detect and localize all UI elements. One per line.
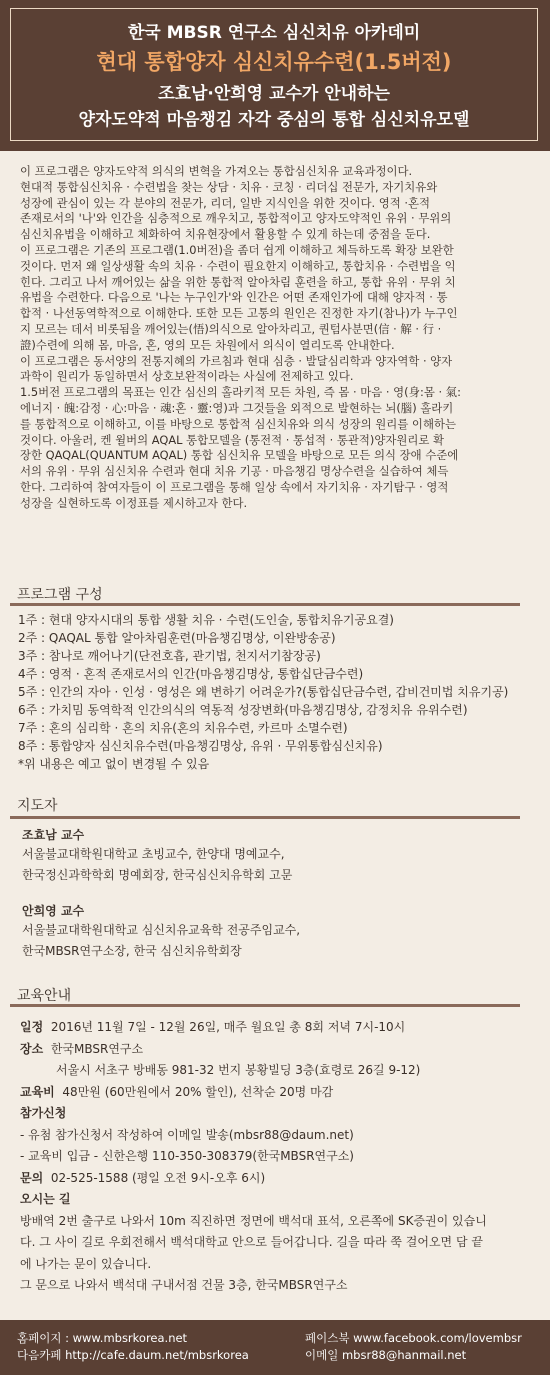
directions-line: 방배역 2번 출구로 나와서 10m 직진하면 정면에 백석대 표석, 오른쪽에 SK증권이 있습니 — [20, 1213, 487, 1228]
schedule-row — [20, 1017, 520, 1039]
section-divider — [10, 816, 520, 819]
facebook-link[interactable]: 페이스북 www.facebook.com/lovembsr — [305, 1331, 522, 1345]
directions-line: 다. 그 사이 길로 우회전해서 백석대학교 안으로 들어갑니다. 길을 따라 쭉 걸어오면 담 끝 — [20, 1235, 483, 1249]
intro-text: 이 프로그램은 양자도약적 의식의 변혁을 가져오는 통합심신치유 교육과정이다. 현대적 통합심신치유 · 수련법을 찾는 상담 · 치유 · 코칭 · 리더십 전문가, 자기치유와 성장에 관심이 있는 각 분야의 전문가, 리더, 일반 지식인을 위한 것이다. 영적 ·혼적 존재로서의 '나'와 인간을 심층적으로 깨우치고, 통합적이고 양자도약적인 유위 · 무위의 심신치유법을 이해하고 체화하여 치유현장에서 활용할 수 있게 하는데 중점을 둔다. 이 프로그램은 기존의 프로그램(1.0버전)을 좀더 쉽게 이해하고 체득하도록 확장 보완한 것이다. 먼저 왜 일상생활 속의 치유 · 수련이 필요한지 이해하고, 통합치유 · 수련법을 익 힌다. 그리고 나서 깨어있는 삶을 위한 통합적 알아차림 훈련을 하고, 통합 유위 · 무위 치 유법을 수련한다. 다음으로 '나는 누구인가'와 인간은 어떤 존재인가에 대해 양자적 · 통 합적 · 나선동역학적으로 이해한다. 또한 모든 고통의 원인은 진정한 자기(참나)가 누구인 지 모르는 데서 비롯됨을 깨어있는(悟)의식으로 알아차리고, 퀀텀사분면(信 · 解 · 行 · 證)수련에 의해 몸, 마음, 혼, 영의 모든 차원에서 의식이 열리도록 안내한다. 이 프로그램은 동서양의 전통지혜의 가르침과 현대 심층 · 발달심리학과 양자역학 · 양자 과학이 원리가 동일하면서 상호보완적이라는 사실에 전제하고 있다. 1.5버전 프로그램의 목표는 인간 심신의 홀라키적 모든 차원, 즉 몸 · 마음 · 영(身:몸 · 氣: 에너지 · 魄:감정 · 心:마음 · 魂:혼 · 靈:영)과 그것들을 외적으로 발현하는 뇌(腦) 홀라키 를 통합적으로 이해하고, 이를 바탕으로 통합적 심신치유와 의식 성장의 원리를 이해하는 것이다. 아울러, 켄 윌버의 AQAL 통합모델을 (통전적 · 통섭적 · 통관적)양자원리로 확 장한 QAQAL(QUANTUM AQAL) 통합 심신치유 모델을 바탕으로 모든 의식 장애 수준에 서의 유위 · 무위 심신치유 수련과 현대 치유 기공 · 마음챙김 명상수련을 실습하여 체득 한다. 그리하여 참여자들이 이 프로그램을 통해 일상 속에서 자기치유 · 자기탐구 · 영적 성장을 실현하도록 이정표를 제시하고자 한다. — [20, 164, 461, 510]
address: 서울시 서초구 방배동 981-32 번지 봉황빌딩 3층(효령로 26길 9-12) — [56, 1063, 421, 1077]
directions-line: 그 문으로 나와서 백석대 구내서점 건물 3층, 한국MBSR연구소 — [20, 1278, 348, 1292]
directions-line: 에 나가는 문이 있습니다. — [20, 1256, 152, 1271]
contact-row — [20, 1168, 520, 1190]
instructor-name: 안희영 교수 — [22, 904, 85, 918]
instructor-bio-line: 한국MBSR연구소장, 한국 심신치유학회장 — [22, 944, 242, 958]
footer — [0, 1320, 550, 1375]
directions-label: 오시는 길 — [20, 1192, 71, 1206]
week-item: 6주 : 가치밈 동역학적 인간의식의 역동적 성장변화(마음챙김명상, 감정치유 유위수련) — [18, 703, 468, 717]
week-item: 4주 : 영적 · 혼적 존재로서의 인간(마음챙김명상, 통합십단금수련) — [18, 667, 364, 681]
instructor-2 — [18, 902, 518, 962]
section-divider — [10, 603, 520, 606]
contact-value: 02-525-1588 (평일 오전 9시-오후 6시) — [50, 1170, 266, 1185]
fee-row — [20, 1082, 520, 1104]
program-week-list — [18, 611, 518, 773]
education-info — [20, 1017, 520, 1297]
section-divider — [10, 1004, 520, 1007]
email-link[interactable]: 이메일 mbsr88@hanmail.net — [305, 1348, 467, 1362]
schedule-value: 2016년 11월 7일 - 12월 26일, 매주 월요일 총 8회 저녁 7시-10시 — [50, 1020, 406, 1034]
contact-label: 문의 — [20, 1170, 44, 1185]
header-frame — [10, 8, 538, 141]
apply-step: - 유첨 참가신청서 작성하여 이메일 발송(mbsr88@daum.net) — [20, 1127, 354, 1142]
place-label: 장소 — [20, 1041, 44, 1056]
place-row — [20, 1039, 520, 1061]
cafe-link[interactable]: 다음카페 http://cafe.daum.net/mbsrkorea — [17, 1348, 249, 1362]
instructor-bio-line: 서울불교대학원대학교 초빙교수, 한양대 명예교수, — [22, 847, 285, 861]
instructor-1 — [18, 826, 518, 886]
program-section-title: 프로그램 구성 — [17, 587, 103, 603]
week-item: 8주 : 통합양자 심신치유수련(마음챙김명상, 유위 · 무위통합심신치유) — [18, 739, 383, 753]
fee-value: 48만원 (60만원에서 20% 할인), 선착순 20명 마감 — [62, 1084, 334, 1099]
week-item: 1주 : 현대 양자시대의 통합 생활 치유 · 수련(도인술, 통합치유기공요결) — [18, 613, 394, 627]
academy-title: 한국 MBSR 연구소 심신치유 아카데미 — [127, 23, 421, 43]
subtitle-line-2: 양자도약적 마음챙김 자각 중심의 통합 심신치유모델 — [78, 110, 470, 130]
place-value: 한국MBSR연구소 — [50, 1041, 144, 1056]
education-section-title: 교육안내 — [17, 988, 72, 1004]
header-banner — [0, 0, 550, 151]
instructor-bio-line: 서울불교대학원대학교 심신치유교육학 전공주임교수, — [22, 923, 301, 937]
homepage-link[interactable]: 홈페이지 : www.mbsrkorea.net — [17, 1331, 188, 1345]
subtitle-line-1: 조효남·안희영 교수가 안내하는 — [158, 84, 390, 104]
apply-step: - 교육비 입금 - 신한은행 110-350-308379(한국MBSR연구소) — [20, 1149, 354, 1163]
program-title: 현대 통합양자 심신치유수련(1.5버전) — [96, 50, 452, 74]
fee-label: 교육비 — [20, 1084, 55, 1099]
week-item: 2주 : QAQAL 통합 알아차림훈련(마음챙김명상, 이완방송공) — [18, 631, 336, 645]
apply-label: 참가신청 — [20, 1106, 67, 1120]
week-item: 5주 : 인간의 자아 · 인성 · 영성은 왜 변하기 어려운가?(통합십단금수련, 갑비건미법 치유기공) — [18, 685, 509, 699]
week-item: 7주 : 혼의 심리학 · 혼의 치유(혼의 치유수련, 카르마 소멸수련) — [18, 721, 348, 735]
schedule-label: 일정 — [20, 1020, 44, 1034]
instructors-section-title: 지도자 — [17, 798, 58, 814]
week-item: 3주 : 참나로 깨어나기(단전호흡, 관기법, 천지서기참장공) — [18, 649, 321, 663]
instructor-bio-line: 한국정신과학학회 명예회장, 한국심신치유학회 고문 — [22, 868, 293, 882]
change-notice: *위 내용은 예고 없이 변경될 수 있음 — [18, 757, 210, 771]
instructor-name: 조효남 교수 — [22, 828, 85, 842]
